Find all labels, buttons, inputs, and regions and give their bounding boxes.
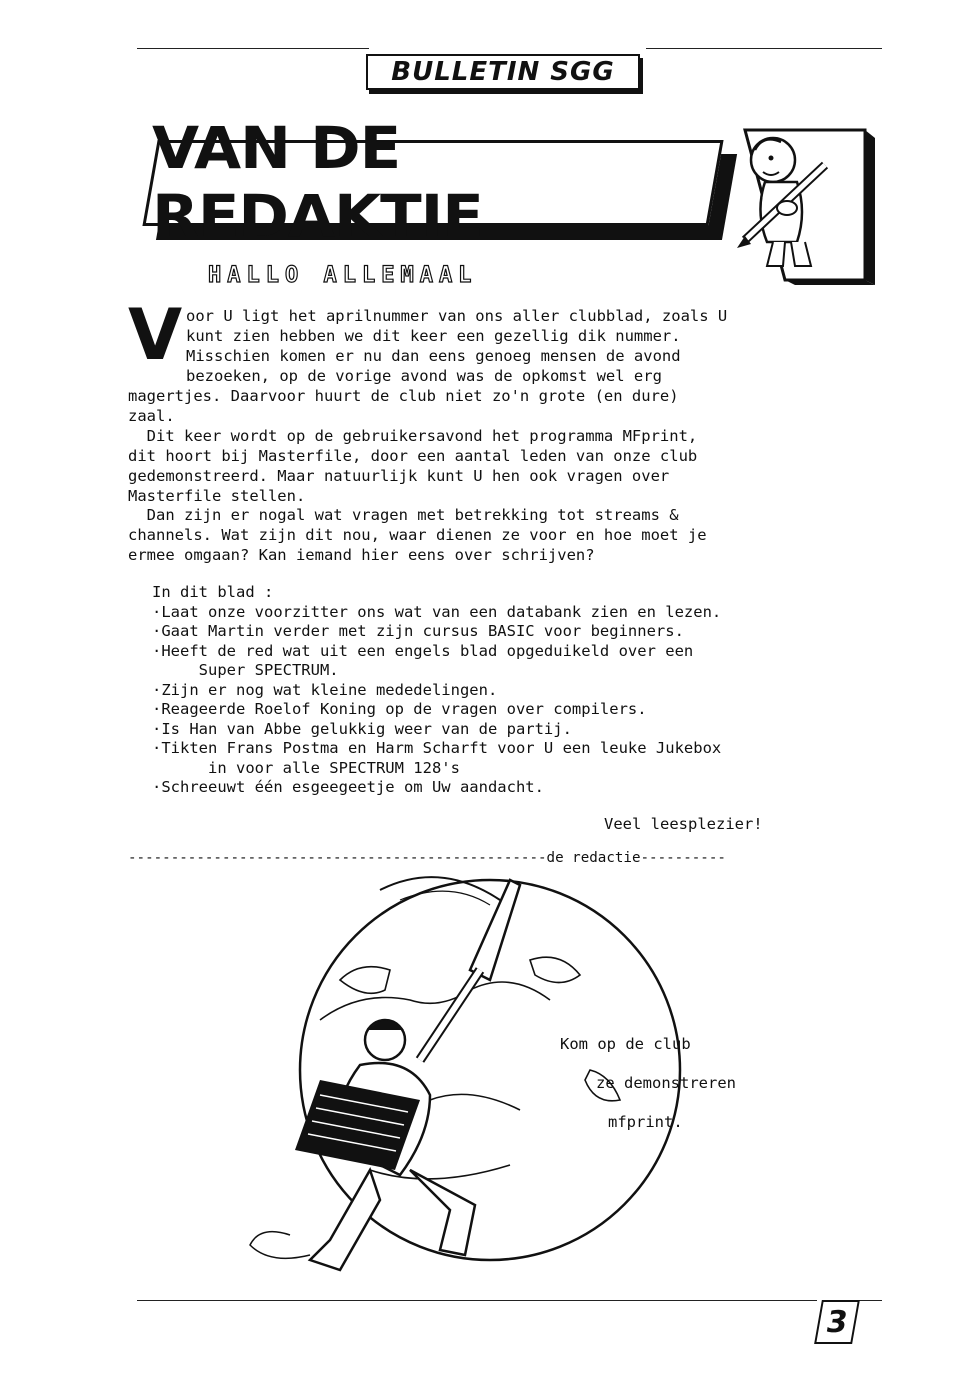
contents-item: ·Reageerde Roelof Koning op de vragen over compilers.	[152, 700, 647, 718]
intro-line-3: Misschien komen er nu dan eens genoeg mensen de avond	[186, 347, 681, 365]
promo-line-3: mfprint.	[608, 1113, 683, 1131]
body-line-1: magertjes. Daarvoor huurt de club niet zo'n grote (en dure)	[128, 387, 679, 405]
body-line-5: gedemonstreerd. Maar natuurlijk kunt U hen ook vragen over	[128, 467, 670, 485]
body-line-8: channels. Wat zijn dit nou, waar dienen ze voor en hoe moet je	[128, 526, 707, 544]
closing-text: Veel leesplezier!	[604, 815, 763, 833]
contents-item: in voor alle SPECTRUM 128's	[152, 759, 460, 777]
body-line-3: Dit keer wordt op de gebruikersavond het programma MFprint,	[128, 427, 698, 445]
bottom-rule-right	[856, 1300, 882, 1301]
intro-line-2: kunt zien hebben we dit keer een gezellig dik nummer.	[186, 327, 681, 345]
intro-line-4: bezoeken, op de vorige avond was de opkomst wel erg	[186, 367, 662, 385]
page-number: 3	[814, 1300, 860, 1344]
bulletin-header	[366, 44, 644, 92]
text-line: oor U ligt het aprilnummer van ons aller clubblad, zoals U	[186, 307, 728, 325]
body-line-7: Dan zijn er nogal wat vragen met betrekking tot streams &	[128, 506, 679, 524]
contents-item: ·Tikten Frans Postma en Harm Scharft voor U een leuke Jukebox	[152, 739, 722, 757]
bottom-rule-left	[137, 1300, 817, 1301]
contents-item: Super SPECTRUM.	[152, 661, 339, 679]
intro-line-1	[186, 306, 872, 326]
bulletin-title: BULLETIN SGG	[366, 54, 640, 90]
contents-item: ·Laat onze voorzitter ons wat van een databank zien en lezen.	[152, 603, 722, 621]
drop-cap: V	[128, 294, 183, 376]
contents-item: ·Heeft de red wat uit een engels blad opgeduikeld over een	[152, 642, 694, 660]
contents-item: ·Zijn er nog wat kleine mededelingen.	[152, 681, 498, 699]
promo-line-2: ze demonstreren	[596, 1074, 736, 1092]
body-line-2: zaal.	[128, 407, 175, 425]
contents-item: ·Schreeuwt één esgeegeetje om Uw aandacht.	[152, 778, 544, 796]
body-line-6: Masterfile stellen.	[128, 487, 306, 505]
contents-item: ·Is Han van Abbe gelukkig weer van de partij.	[152, 720, 572, 738]
contents-heading: In dit blad :	[152, 583, 274, 601]
top-rule-right	[646, 48, 882, 49]
writer-mascot-illustration	[725, 120, 875, 285]
section-title: VAN DE REDAKTIE	[152, 114, 483, 250]
contents-item: ·Gaat Martin verder met zijn cursus BASIC voor beginners.	[152, 622, 684, 640]
body-line-4: dit hoort bij Masterfile, door een aantal leden van onze club	[128, 447, 698, 465]
top-rule-left	[137, 48, 369, 49]
promo-line-1: Kom op de club	[560, 1035, 691, 1053]
body-line-9: ermee omgaan? Kan iemand hier eens over schrijven?	[128, 546, 595, 564]
signature-rule: -------------------------------------------------de redactie----------	[128, 850, 726, 866]
greeting-heading: HALLO ALLEMAAL	[208, 263, 478, 288]
